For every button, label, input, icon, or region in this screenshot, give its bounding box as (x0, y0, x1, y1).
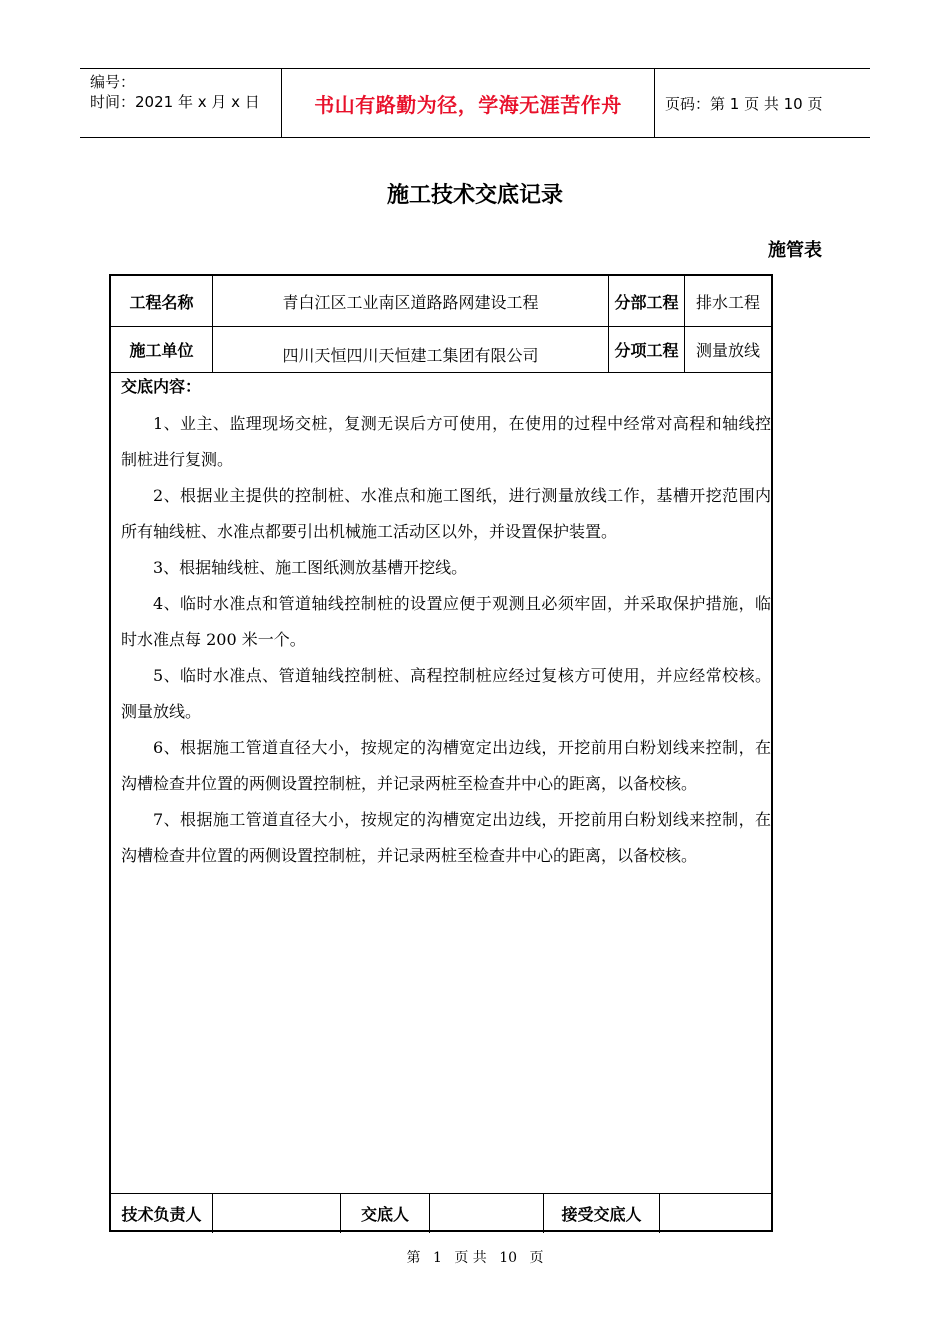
footer-mid: 页 共 (454, 1250, 487, 1266)
header-motto-cell (282, 69, 655, 137)
division-label: 分部工程 (614, 292, 679, 312)
footer-page-number: 1 (432, 1250, 442, 1266)
division-value: 排水工程 (695, 292, 760, 312)
content-paragraph: 1、业主、监理现场交桩，复测无误后方可使用，在使用的过程中经常对高程和轴线控制桩进行复测。 (121, 414, 771, 469)
content-paragraph: 4、临时水准点和管道轴线控制桩的设置应便于观测且必须牢固，并采取保护措施，临时水准点每 200 米一个。 (121, 594, 771, 649)
footer-suffix: 页 (529, 1250, 544, 1266)
row-divider (111, 372, 771, 373)
discloser-field[interactable] (430, 1194, 543, 1232)
discloser-label: 交底人 (360, 1204, 409, 1224)
page-info: 页码：第 1 页 共 10 页 (665, 94, 823, 113)
content-heading: 交底内容： (121, 377, 202, 396)
content-paragraph: 5、临时水准点、管道轴线控制桩、高程控制桩应经过复核方可使用，并应经常校核。测量放线。 (121, 666, 771, 721)
header-page-cell (655, 69, 870, 137)
project-name-label: 工程名称 (129, 292, 194, 312)
form-code: 施管表 (768, 240, 822, 261)
motto-text: 书山有路勤为径，学海无涯苦作舟 (314, 92, 622, 117)
receiver-field[interactable] (660, 1194, 771, 1232)
disclosure-table (109, 274, 773, 1232)
footer-total-pages: 10 (499, 1250, 518, 1266)
document-header (80, 68, 870, 138)
subitem-label: 分项工程 (614, 341, 679, 360)
header-meta-cell (80, 69, 282, 137)
page-title: 施工技术交底记录 (386, 183, 563, 208)
project-name-value: 青白江区工业南区道路路网建设工程 (282, 292, 539, 312)
tech-lead-field[interactable] (213, 1194, 340, 1232)
unit-value: 四川天恒四川天恒建工集团有限公司 (282, 346, 539, 365)
unit-label: 施工单位 (129, 341, 194, 360)
tech-lead-label: 技术负责人 (121, 1204, 202, 1224)
content-paragraph: 7、根据施工管道直径大小，按规定的沟槽宽定出边线，开挖前用白粉划线来控制，在沟槽检查井位置的两侧设置控制桩，并记录两桩至检查井中心的距离，以备校核。 (121, 810, 771, 865)
subitem-value: 测量放线 (695, 341, 760, 360)
receiver-label: 接受交底人 (561, 1204, 642, 1224)
time-label: 时间：2021 年 x 月 x 日 (90, 93, 260, 111)
content-paragraph: 2、根据业主提供的控制桩、水准点和施工图纸，进行测量放线工作，基槽开挖范围内所有轴线桩、水准点都要引出机械施工活动区以外，并设置保护装置。 (121, 486, 771, 541)
page-footer (0, 1247, 950, 1267)
disclosure-content (121, 376, 771, 874)
footer-prefix: 第 (406, 1250, 421, 1266)
content-paragraph: 3、根据轴线桩、施工图纸测放基槽开挖线。 (153, 558, 468, 577)
content-paragraph: 6、根据施工管道直径大小，按规定的沟槽宽定出边线，开挖前用白粉划线来控制，在沟槽检查井位置的两侧设置控制桩，并记录两桩至检查井中心的距离，以备校核。 (121, 738, 771, 793)
number-label: 编号： (90, 73, 136, 91)
